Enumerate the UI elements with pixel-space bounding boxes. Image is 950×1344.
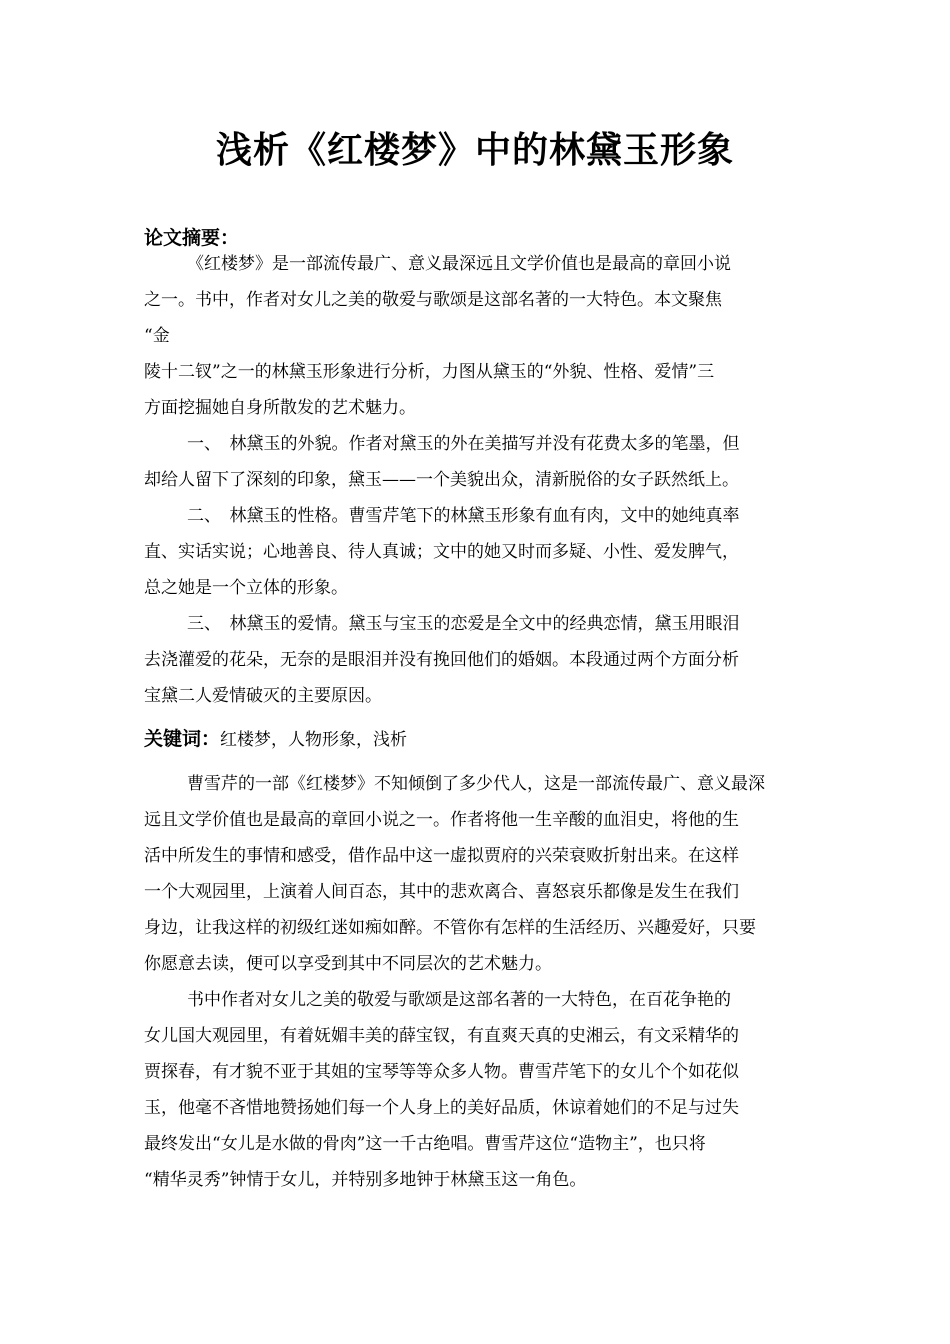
abstract-line: 宝黛二人爱情破灭的主要原因。 <box>144 686 382 706</box>
body-line: 曹雪芹的一部《红楼梦》不知倾倒了多少代人，这是一部流传最广、意义最深 <box>187 774 765 794</box>
abstract-label: 论文摘要： <box>144 227 240 249</box>
body-line: 书中作者对女儿之美的敬爱与歌颂是这部名著的一大特色，在百花争艳的 <box>187 990 731 1010</box>
abstract-line: “金 <box>144 326 170 346</box>
body-line: 远且文学价值也是最高的章回小说之一。作者将他一生辛酸的血泪史，将他的生 <box>144 810 739 830</box>
abstract-line: 去浇灌爱的花朵，无奈的是眼泪并没有挽回他们的婚姻。本段通过两个方面分析 <box>144 650 739 670</box>
abstract-line: 《红楼梦》是一部流传最广、意义最深远且文学价值也是最高的章回小说 <box>187 254 731 274</box>
abstract-line: 一、 林黛玉的外貌。作者对黛玉的外在美描写并没有花费太多的笔墨，但 <box>187 434 740 454</box>
body-line: 你愿意去读，便可以享受到其中不同层次的艺术魅力。 <box>144 954 552 974</box>
document-title: 浅析《红楼梦》中的林黛玉形象 <box>215 130 734 171</box>
keywords-row <box>144 726 407 753</box>
abstract-line: 总之她是一个立体的形象。 <box>144 578 348 598</box>
abstract-line: 三、 林黛玉的爱情。黛玉与宝玉的恋爱是全文中的经典恋情，黛玉用眼泪 <box>187 614 740 634</box>
body-line: 玉，他毫不吝惜地赞扬她们每一个人身上的美好品质，休谅着她们的不足与过失 <box>144 1098 739 1118</box>
abstract-line: 之一。书中，作者对女儿之美的敬爱与歌颂是这部名著的一大特色。本文聚焦 <box>144 290 722 310</box>
abstract-line: 陵十二钗”之一的林黛玉形象进行分析，力图从黛玉的“外貌、性格、爱情”三 <box>144 362 715 382</box>
body-line: “精华灵秀”钟情于女儿，并特别多地钟于林黛玉这一角色。 <box>144 1170 587 1190</box>
abstract-line: 方面挖掘她自身所散发的艺术魅力。 <box>144 398 416 418</box>
body-line: 贾探春，有才貌不亚于其姐的宝琴等等众多人物。曹雪芹笔下的女儿个个如花似 <box>144 1062 739 1082</box>
body-line: 一个大观园里，上演着人间百态，其中的悲欢离合、喜怒哀乐都像是发生在我们 <box>144 882 739 902</box>
abstract-line: 二、 林黛玉的性格。曹雪芹笔下的林黛玉形象有血有肉，文中的她纯真率 <box>187 506 740 526</box>
body-line: 活中所发生的事情和感受，借作品中这一虚拟贾府的兴荣衰败折射出来。在这样 <box>144 846 739 866</box>
abstract-line: 直、实话实说；心地善良、待人真诚；文中的她又时而多疑、小性、爱发脾气， <box>144 542 739 562</box>
body-line: 身边，让我这样的初级红迷如痴如醉。不管你有怎样的生活经历、兴趣爱好，只要 <box>144 918 756 938</box>
keywords-value: 红楼梦，人物形象，浅析 <box>220 730 408 750</box>
body-line: 女儿国大观园里，有着妩媚丰美的薛宝钗，有直爽天真的史湘云，有文采精华的 <box>144 1026 739 1046</box>
abstract-paragraph <box>144 246 810 714</box>
body-line: 最终发出“女儿是水做的骨肉”这一千古绝唱。曹雪芹这位“造物主”，也只将 <box>144 1134 706 1154</box>
keywords-label: 关键词： <box>144 728 221 750</box>
body-paragraphs <box>144 766 810 1198</box>
abstract-line: 却给人留下了深刻的印象，黛玉——一个美貌出众，清新脱俗的女子跃然纸上。 <box>144 470 739 490</box>
